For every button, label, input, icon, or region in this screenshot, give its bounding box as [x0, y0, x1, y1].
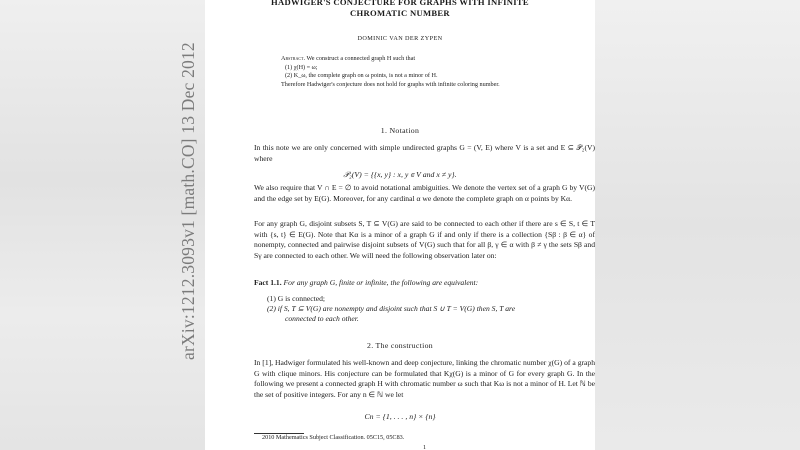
- fact-item-2b: connected to each other.: [285, 314, 359, 323]
- paragraph-1: In this note we are only concerned with simple undirected graphs G = (V, E) where V is a set and E ⊆ 𝒫₂(V) where: [254, 143, 595, 163]
- paper-page: [205, 0, 595, 450]
- abstract-item-1: (1) χ(H) = ω;: [285, 63, 318, 71]
- title-line-1: HADWIGER'S CONJECTURE FOR GRAPHS WITH INFINITE: [271, 0, 529, 7]
- arxiv-identifier: arXiv:1212.3093v1 [math.CO] 13 Dec 2012: [178, 42, 198, 360]
- abstract: [281, 55, 500, 89]
- left-background: [0, 0, 205, 450]
- right-background: [595, 0, 800, 450]
- abstract-label: Abstract.: [281, 55, 306, 62]
- fact-label: Fact 1.1.: [254, 278, 282, 287]
- paragraph-3: For any graph G, disjoint subsets S, T ⊆ V(G) are said to be connected to each other if there are s ∈ S, t ∈ T with {s, t} ∈ E(G). Note that Kα is a minor of a graph G if and only if there is a collection {Sβ : β ∈ α} of nonempty, connected and pairwise disjoint subsets of V(G) such that for all β, γ ∈ α with β ≠ γ the sets Sβ and Sγ are connected to each other. We will need the following observation later on:: [254, 219, 595, 260]
- title-line-2: CHROMATIC NUMBER: [350, 8, 450, 18]
- author: DOMINIC VAN DER ZYPEN: [357, 35, 443, 42]
- fact-item-1: (1) G is connected;: [267, 294, 325, 303]
- fact-item-2a: (2) if S, T ⊆ V(G) are nonempty and disjoint such that S ∪ T = V(G) then S, T are: [267, 304, 516, 313]
- page-number: 1: [423, 444, 427, 450]
- section-1-heading: 1. Notation: [380, 126, 420, 135]
- abstract-item-2: (2) K_ω, the complete graph on ω points, is not a minor of H.: [285, 72, 438, 80]
- fact-1-1: [254, 278, 478, 287]
- equation-1: 𝒫₂(V) = {{x, y} : x, y ∈ V and x ≠ y}.: [343, 170, 457, 179]
- equation-2: Cn = {1, . . . , n} × {n}: [364, 412, 436, 421]
- fact-text: For any graph G, finite or infinite, the following are equivalent:: [283, 278, 479, 287]
- footnote: 2010 Mathematics Subject Classification. 05C15, 05C83.: [262, 434, 405, 441]
- paragraph-4: In [1], Hadwiger formulated his well-known and deep conjecture, linking the chromatic number χ(G) of a graph G with clique minors. His conjecture can be formulated that Kχ(G) is a minor of G for every graph G. In the following we present a connected graph H with chromatic number ω such that Kω is not a minor of H. Let ℕ be the set of positive integers. For any n ∈ ℕ we let: [254, 358, 595, 399]
- section-2-heading: 2. The construction: [367, 341, 433, 350]
- abstract-intro: We construct a connected graph H such that: [306, 55, 416, 62]
- abstract-conclusion: Therefore Hadwiger's conjecture does not hold for graphs with infinite coloring number.: [281, 80, 500, 88]
- paragraph-2: We also require that V ∩ E = ∅ to avoid notational ambiguities. We denote the vertex set of a graph G by V(G) and the edge set by E(G). Moreover, for any cardinal α we denote the complete graph on α points by Kα.: [254, 183, 595, 203]
